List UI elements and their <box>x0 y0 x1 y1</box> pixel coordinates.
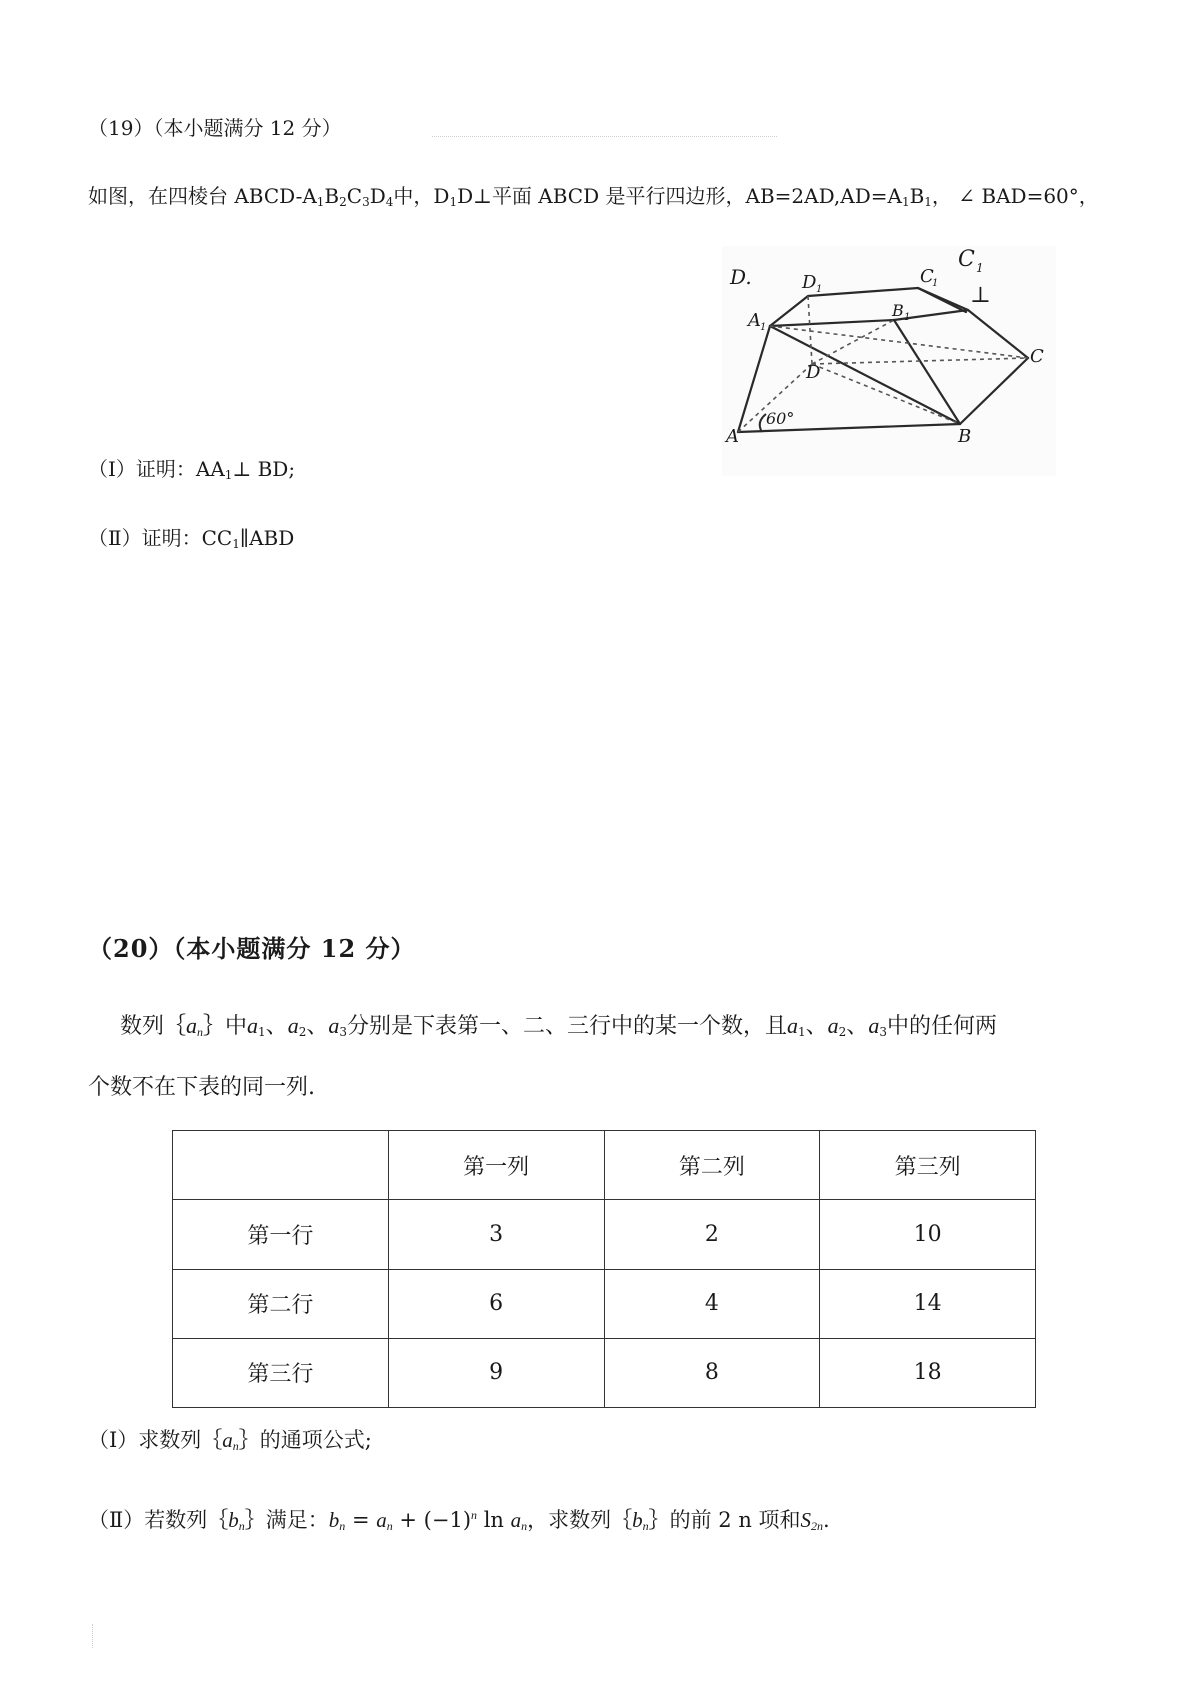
svg-text:B: B <box>958 426 972 447</box>
table-cell: 18 <box>820 1338 1036 1407</box>
svg-text:C: C <box>1030 346 1044 367</box>
svg-text:1: 1 <box>816 284 823 295</box>
svg-text:B: B <box>892 301 904 320</box>
table-row <box>173 1338 1036 1407</box>
table-row <box>173 1200 1036 1269</box>
frustum-figure <box>722 246 1056 476</box>
svg-text:60°: 60° <box>766 409 795 428</box>
dotted-rule <box>432 136 777 137</box>
table-cell: 10 <box>820 1200 1036 1269</box>
frustum-diagram <box>722 246 1056 476</box>
table-header-row <box>173 1131 1036 1200</box>
svg-text:C: C <box>958 247 975 272</box>
value-table <box>172 1130 1036 1408</box>
svg-text:A: A <box>726 426 739 447</box>
svg-text:1: 1 <box>760 322 767 333</box>
margin-mark <box>92 1624 93 1648</box>
q20-stem-line1: 数列$\{a_n\}$中$a_1$、$a_2$、$a_3$分别是下表第一、二、三行中的某一个数，且$a_1$、$a_2$、$a_3$中的任何两 <box>120 1013 997 1039</box>
table-cell: 14 <box>820 1269 1036 1338</box>
table-cell <box>173 1131 389 1200</box>
table-cell: 3 <box>388 1200 604 1269</box>
table-cell: 第三行 <box>173 1338 389 1407</box>
table-cell: 第二列 <box>604 1131 820 1200</box>
svg-text:1: 1 <box>932 278 939 289</box>
svg-text:D: D <box>802 272 817 293</box>
table-cell: 8 <box>604 1338 820 1407</box>
svg-text:D: D <box>806 362 821 383</box>
table-cell: 2 <box>604 1200 820 1269</box>
svg-text:A: A <box>748 310 761 331</box>
table-cell: 第一列 <box>388 1131 604 1200</box>
q19-header: （19）（本小题满分 12 分） <box>88 116 342 140</box>
q20-header: （20）（本小题满分 12 分） <box>88 934 416 963</box>
q19-part1: （Ⅰ）证明：$AA_1\perp$ BD; <box>88 457 296 482</box>
table-cell: 9 <box>388 1338 604 1407</box>
q20-part2: （Ⅱ）若数列$\{b_n\}$满足：$b_n = a_n + (-1)^n$ $\ln a_n$，求数列$\{b_n\}$的前 2 n 项和$S_{2n}$. <box>88 1508 830 1533</box>
table-row <box>173 1269 1036 1338</box>
table-cell: 6 <box>388 1269 604 1338</box>
q19-stem: 如图，在四棱台 ABCD-$A_1B_2C_3D_4$中，$D_1D\perp$平面 ABCD 是平行四边形，$AB=2AD,AD=A_1B_1$， ∠ BAD=60°， <box>88 184 1099 209</box>
svg-text:C: C <box>920 266 934 287</box>
q20-stem-line2: 个数不在下表的同一列. <box>88 1075 315 1100</box>
q20-part1: （Ⅰ）求数列$\{a_n\}$的通项公式; <box>88 1428 372 1453</box>
label-stray: D. <box>730 265 752 289</box>
svg-text:1: 1 <box>904 312 911 323</box>
q19-part2: （Ⅱ）证明：$CC_1\parallel ABD$ <box>88 526 295 551</box>
svg-text:1: 1 <box>976 261 984 275</box>
table-cell: 第二行 <box>173 1269 389 1338</box>
table-cell: 第一行 <box>173 1200 389 1269</box>
table-cell: 第三列 <box>820 1131 1036 1200</box>
table-cell: 4 <box>604 1269 820 1338</box>
svg-text:⊥: ⊥ <box>970 283 991 308</box>
